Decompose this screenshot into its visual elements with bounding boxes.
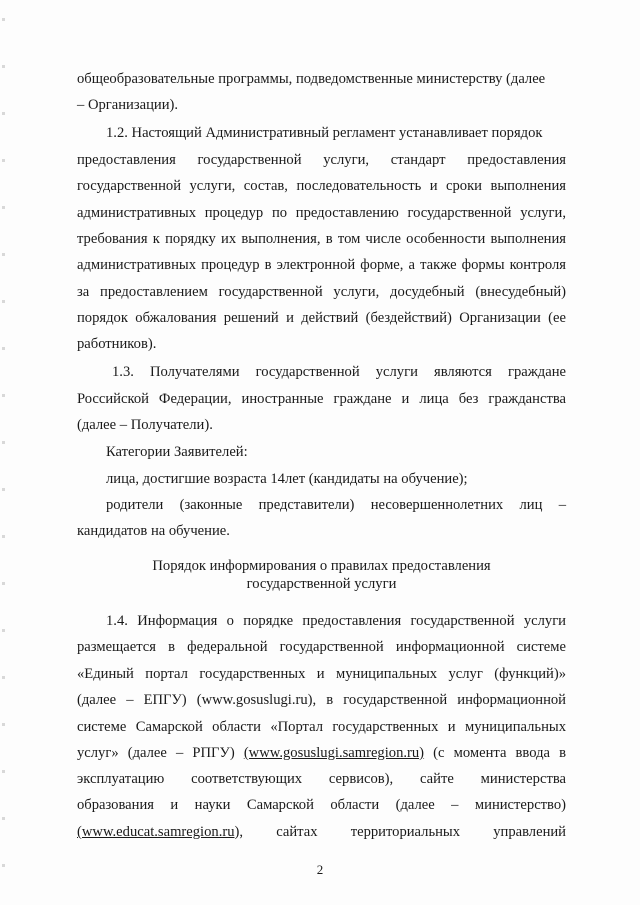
paragraph-1-4-first-line: 1.4. Информация о порядке предоставления государственной услуги — [106, 613, 566, 629]
text-line-with-link — [77, 744, 566, 762]
text-line: «Единый портал государственных и муниципальных услуг (функций)» — [77, 666, 566, 682]
text-line: эксплуатацию соответствующих сервисов), сайте министерства — [77, 771, 566, 787]
text-line: работников). — [77, 336, 157, 352]
text-line: – Организации). — [77, 97, 179, 113]
text-line: (далее – ЕПГУ) (www.gosuslugi.ru), в государственной информационной — [77, 692, 566, 708]
text-fragment: услуг» (далее – РПГУ) — [77, 745, 244, 761]
text-line: государственной услуги, состав, последовательность и сроки выполнения — [77, 178, 566, 194]
text-line: требования к порядку их выполнения, в том числе особенности выполнения — [77, 231, 566, 247]
text-line: размещается в федеральной государственной информационной системе — [77, 639, 566, 655]
text-line: (далее – Получатели). — [77, 417, 213, 433]
text-line: образования и науки Самарской области (далее – министерство) — [77, 797, 566, 813]
page-number: 2 — [316, 862, 324, 877]
category-item: родители (законные представители) несовершеннолетних лиц – — [106, 497, 566, 513]
section-heading: государственной услуги — [246, 576, 397, 592]
category-item: лица, достигшие возраста 14лет (кандидаты на обучение); — [106, 471, 468, 487]
paragraph-1-2-first-line: 1.2. Настоящий Административный регламент устанавливает порядок — [106, 125, 543, 141]
text-line-with-link — [77, 823, 566, 841]
text-line: предоставления государственной услуги, стандарт предоставления — [77, 152, 566, 168]
scan-binding-marks — [2, 0, 5, 905]
text-line: Российской Федерации, иностранные граждане и лица без гражданства — [77, 391, 566, 407]
educat-link[interactable]: (www.educat.samregion.ru), — [77, 824, 244, 840]
text-line: административных процедур в электронной форме, а также формы контроля — [77, 257, 566, 273]
text-line: кандидатов на обучение. — [77, 523, 230, 539]
rpgu-link[interactable]: (www.gosuslugi.samregion.ru) — [243, 745, 425, 761]
text-line: порядок обжалования решений и действий (бездействий) Организации (ее — [77, 310, 566, 326]
applicant-categories-label: Категории Заявителей: — [106, 444, 248, 460]
text-fragment: (с момента ввода в — [424, 745, 566, 761]
text-line: за предоставлением государственной услуги, досудебный (внесудебный) — [77, 284, 566, 300]
text-line: системе Самарской области «Портал государственных и муниципальных — [77, 719, 566, 735]
text-line: общеобразовательные программы, подведомственные министерству (далее — [77, 71, 546, 87]
section-heading: Порядок информирования о правилах предоставления — [152, 558, 491, 574]
text-fragment: сайтах территориальных управлений — [243, 824, 566, 840]
paragraph-1-3-first-line: 1.3. Получателями государственной услуги являются граждане — [112, 364, 566, 380]
text-line: административных процедур по предоставлению государственной услуги, — [77, 205, 566, 221]
